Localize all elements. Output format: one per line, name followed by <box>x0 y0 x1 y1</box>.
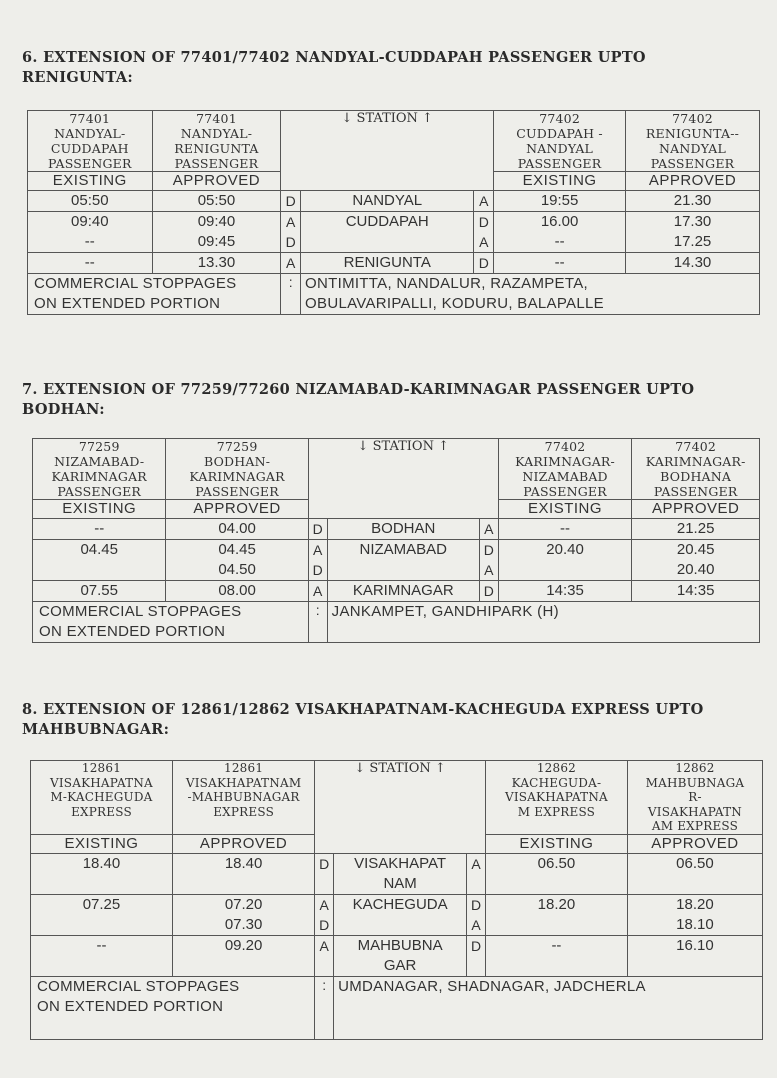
time-cell: -- <box>28 253 153 274</box>
time-cell: 20.45 20.40 <box>632 540 760 581</box>
arr-dep-flag: D A <box>467 894 486 935</box>
time-cell: 17.30 17.25 <box>626 212 760 253</box>
commercial-stoppages-value: ONTIMITTA, NANDALUR, RAZAMPETA, OBULAVARIPALLI, KODURU, BALAPALLE <box>301 274 760 315</box>
table-row <box>31 935 763 976</box>
time-cell: 18.20 18.10 <box>627 894 762 935</box>
time-cell: 18.20 <box>485 894 627 935</box>
arr-dep-flag: A <box>281 253 301 274</box>
col-header: 77401 NANDYAL- RENIGUNTA PASSENGER <box>152 111 281 172</box>
table-row <box>28 191 760 212</box>
time-cell: -- <box>498 519 632 540</box>
arr-dep-flag: D <box>281 191 301 212</box>
timetable-7 <box>32 438 760 643</box>
station-name: MAHBUBNA GAR <box>334 935 467 976</box>
arr-dep-flag: A D <box>281 212 301 253</box>
status-label: APPROVED <box>152 172 281 191</box>
station-name: KACHEGUDA <box>334 894 467 935</box>
timetable-8 <box>30 760 763 1040</box>
time-cell: -- <box>31 935 173 976</box>
colon: : <box>315 976 334 1039</box>
time-cell: 14.30 <box>626 253 760 274</box>
arr-dep-flag: D <box>474 253 494 274</box>
time-cell: 21.30 <box>626 191 760 212</box>
time-cell: 18.40 <box>31 853 173 894</box>
table-row <box>31 853 763 894</box>
col-header: 77402 RENIGUNTA-- NANDYAL PASSENGER <box>626 111 760 172</box>
commercial-stoppages-label: COMMERCIAL STOPPAGES ON EXTENDED PORTION <box>28 274 281 315</box>
col-header: 12862 KACHEGUDA- VISAKHAPATNA M EXPRESS <box>485 761 627 835</box>
status-label: EXISTING <box>494 172 626 191</box>
time-cell: 07.25 <box>31 894 173 935</box>
time-cell: 09:40 -- <box>28 212 153 253</box>
arr-dep-flag: D <box>467 935 486 976</box>
station-header: ↓ STATION ↑ <box>315 761 486 854</box>
section-8-heading: 8. EXTENSION OF 12861/12862 VISAKHAPATNAM-KACHEGUDA EXPRESS UPTO MAHBUBNAGAR: <box>22 701 704 738</box>
table-row <box>31 894 763 935</box>
time-cell: 14:35 <box>498 581 632 602</box>
status-label: APPROVED <box>632 500 760 519</box>
time-cell: -- <box>494 253 626 274</box>
station-name: BODHAN <box>327 519 479 540</box>
status-label: EXISTING <box>28 172 153 191</box>
time-cell: 09.20 <box>172 935 314 976</box>
station-name: KARIMNAGAR <box>327 581 479 602</box>
arr-dep-flag: A <box>467 853 486 894</box>
time-cell: 16.10 <box>627 935 762 976</box>
col-header: 77401 NANDYAL- CUDDAPAH PASSENGER <box>28 111 153 172</box>
time-cell: 18.40 <box>172 853 314 894</box>
col-header: 77259 BODHAN- KARIMNAGAR PASSENGER <box>166 439 308 500</box>
status-label: APPROVED <box>626 172 760 191</box>
timetable-6 <box>27 110 760 315</box>
time-cell: 04.45 <box>33 540 166 581</box>
status-label: EXISTING <box>485 834 627 853</box>
arr-dep-flag: A D <box>308 540 327 581</box>
status-label: APPROVED <box>627 834 762 853</box>
col-header: 12861 VISAKHAPATNAM -MAHBUBNAGAR EXPRESS <box>172 761 314 835</box>
section-6-heading: 6. EXTENSION OF 77401/77402 NANDYAL-CUDDAPAH PASSENGER UPTO RENIGUNTA: <box>22 49 646 86</box>
col-header: 12862 MAHBUBNAGA R- VISAKHAPATN AM EXPRESS <box>627 761 762 835</box>
table-row <box>33 581 760 602</box>
status-label: APPROVED <box>166 500 308 519</box>
time-cell: 09:40 09:45 <box>152 212 281 253</box>
time-cell: 07.55 <box>33 581 166 602</box>
col-header: 77259 NIZAMABAD- KARIMNAGAR PASSENGER <box>33 439 166 500</box>
arr-dep-flag: D A <box>479 540 498 581</box>
commercial-stoppages-label: COMMERCIAL STOPPAGES ON EXTENDED PORTION <box>31 976 315 1039</box>
time-cell: 05:50 <box>152 191 281 212</box>
time-cell: 07.20 07.30 <box>172 894 314 935</box>
table-row <box>33 540 760 581</box>
commercial-stoppages-value: UMDANAGAR, SHADNAGAR, JADCHERLA <box>334 976 763 1039</box>
time-cell: 13.30 <box>152 253 281 274</box>
time-cell: 19:55 <box>494 191 626 212</box>
station-name: NIZAMABAD <box>327 540 479 581</box>
arr-dep-flag: A <box>479 519 498 540</box>
arr-dep-flag: A D <box>315 894 334 935</box>
col-header: 77402 CUDDAPAH - NANDYAL PASSENGER <box>494 111 626 172</box>
time-cell: 21.25 <box>632 519 760 540</box>
arr-dep-flag: A <box>474 191 494 212</box>
time-cell: 04.45 04.50 <box>166 540 308 581</box>
arr-dep-flag: D A <box>474 212 494 253</box>
table-row <box>33 519 760 540</box>
time-cell: 08.00 <box>166 581 308 602</box>
arr-dep-flag: D <box>315 853 334 894</box>
time-cell: 05:50 <box>28 191 153 212</box>
table-row <box>28 253 760 274</box>
status-label: EXISTING <box>498 500 632 519</box>
commercial-stoppages-value: JANKAMPET, GANDHIPARK (H) <box>327 602 759 643</box>
arr-dep-flag: A <box>315 935 334 976</box>
time-cell: 14:35 <box>632 581 760 602</box>
arr-dep-flag: D <box>308 519 327 540</box>
time-cell: 20.40 <box>498 540 632 581</box>
col-header: 77402 KARIMNAGAR- NIZAMABAD PASSENGER <box>498 439 632 500</box>
station-name: NANDYAL <box>301 191 474 212</box>
arr-dep-flag: D <box>479 581 498 602</box>
col-header: 12861 VISAKHAPATNA M-KACHEGUDA EXPRESS <box>31 761 173 835</box>
time-cell: 04.00 <box>166 519 308 540</box>
station-header: ↓ STATION ↑ <box>281 111 494 191</box>
time-cell: 16.00 -- <box>494 212 626 253</box>
time-cell: -- <box>485 935 627 976</box>
commercial-stoppages-label: COMMERCIAL STOPPAGES ON EXTENDED PORTION <box>33 602 309 643</box>
commercial-stoppages-row <box>31 976 763 1039</box>
station-header: ↓ STATION ↑ <box>308 439 498 519</box>
station-name: VISAKHAPAT NAM <box>334 853 467 894</box>
time-cell: -- <box>33 519 166 540</box>
arr-dep-flag: A <box>308 581 327 602</box>
time-cell: 06.50 <box>485 853 627 894</box>
commercial-stoppages-row <box>28 274 760 315</box>
colon: : <box>308 602 327 643</box>
time-cell: 06.50 <box>627 853 762 894</box>
table-row <box>28 212 760 253</box>
station-name: RENIGUNTA <box>301 253 474 274</box>
status-label: APPROVED <box>172 834 314 853</box>
station-name: CUDDAPAH <box>301 212 474 253</box>
colon: : <box>281 274 301 315</box>
status-label: EXISTING <box>31 834 173 853</box>
col-header: 77402 KARIMNAGAR- BODHANA PASSENGER <box>632 439 760 500</box>
status-label: EXISTING <box>33 500 166 519</box>
section-7-heading: 7. EXTENSION OF 77259/77260 NIZAMABAD-KARIMNAGAR PASSENGER UPTO BODHAN: <box>22 381 695 418</box>
commercial-stoppages-row <box>33 602 760 643</box>
